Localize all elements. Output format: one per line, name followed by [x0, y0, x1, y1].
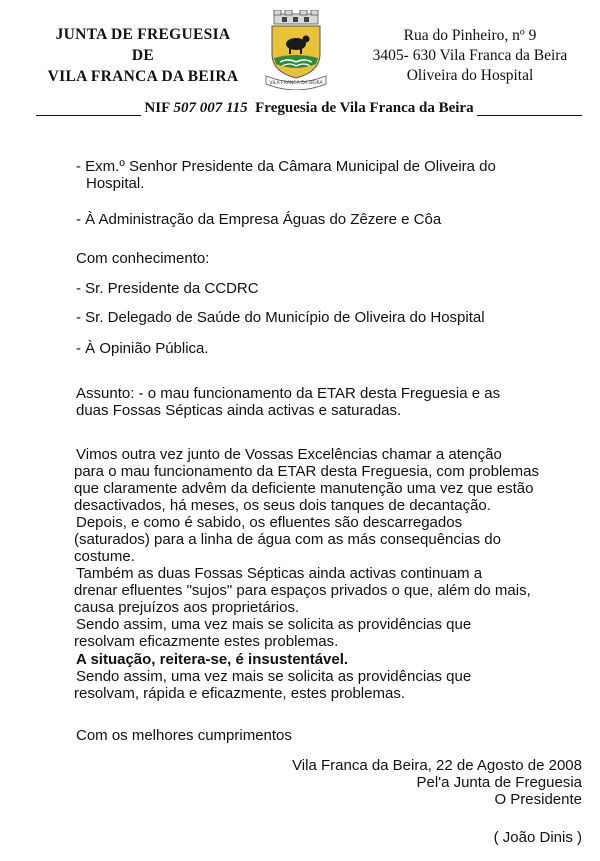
org-name-line1: JUNTA DE FREGUESIA [55, 26, 231, 43]
recipient-1-line2: Hospital. [86, 175, 145, 192]
letterhead-address [350, 26, 590, 86]
p3-line1: Também as duas Fossas Sépticas ainda activas continuam a [76, 565, 483, 582]
cc-item-3: - À Opinião Pública. [76, 340, 209, 357]
signature-org: Pel'a Junta de Freguesia [416, 774, 582, 791]
nif-label: NIF [144, 100, 170, 116]
body-paragraph-6 [76, 668, 584, 702]
p3-line2: drenar efluentes "sujos" para espaços privados o que, além do mais, [74, 582, 531, 599]
letterhead-org-name [40, 24, 246, 87]
body-paragraph-4 [76, 616, 584, 650]
p2-line2: (saturados) para a linha de água com as más consequências do [74, 531, 501, 548]
p6-line2: resolvam, rápida e eficazmente, estes problemas. [74, 685, 405, 702]
p3-line3: causa prejuízos aos proprietários. [74, 599, 300, 616]
coat-of-arms-icon [262, 10, 330, 90]
p1-line1: Vimos outra vez junto de Vossas Excelências chamar a atenção [76, 446, 502, 463]
body-emphasis: A situação, reitera-se, é insustentável. [76, 651, 349, 668]
body-paragraph-3 [76, 565, 584, 616]
nif-parish: Freguesia de Vila Franca da Beira [255, 100, 474, 116]
nif-line [36, 100, 582, 117]
signature-role: O Presidente [494, 791, 582, 808]
recipient-2: - À Administração da Empresa Águas do Zêzere e Côa [76, 211, 442, 228]
underline-right [477, 102, 582, 116]
underline-left [36, 102, 141, 116]
closing-salutation: Com os melhores cumprimentos [76, 727, 292, 744]
subject [76, 385, 586, 419]
p1-line4: desactivados, há meses, os seus dois tanques de decantação. [74, 497, 491, 514]
org-name-line3: VILA FRANCA DA BEIRA [47, 68, 239, 85]
signatory-name: ( João Dinis ) [493, 829, 582, 846]
signature-block [252, 757, 582, 808]
p1-line2: para o mau funcionamento da ETAR desta Freguesia, com problemas [74, 463, 539, 480]
cc-item-1: - Sr. Presidente da CCDRC [76, 280, 259, 297]
p2-line1: Depois, e como é sabido, os efluentes são descarregados [76, 514, 463, 531]
p4-line1: Sendo assim, uma vez mais se solicita as providências que [76, 616, 472, 633]
cc-item-2: - Sr. Delegado de Saúde do Município de Oliveira do Hospital [76, 309, 485, 326]
subject-line2: duas Fossas Sépticas ainda activas e saturadas. [76, 402, 402, 419]
p6-line1: Sendo assim, uma vez mais se solicita as providências que [76, 668, 472, 685]
address-street: Rua do Pinheiro, nº 9 [403, 27, 537, 44]
nif-text [141, 100, 476, 117]
nif-number: 507 007 115 [173, 100, 248, 116]
subject-line1: Assunto: - o mau funcionamento da ETAR desta Freguesia e as [76, 385, 501, 402]
crest-motto: VILA FRANCA DA BEIRA [269, 81, 323, 86]
p2-line3: costume. [74, 548, 135, 565]
address-postcode: 3405- 630 Vila Franca da Beira [372, 47, 568, 64]
place-date: Vila Franca da Beira, 22 de Agosto de 2008 [292, 757, 582, 774]
body-paragraph-1 [76, 446, 584, 514]
recipient-1-line1: - Exm.º Senhor Presidente da Câmara Municipal de Oliveira do [76, 158, 496, 175]
p1-line3: que claramente advêm da deficiente manutenção uma vez que estão [74, 480, 534, 497]
p4-line2: resolvam eficazmente estes problemas. [74, 633, 339, 650]
address-municipality: Oliveira do Hospital [406, 67, 534, 84]
cc-label: Com conhecimento: [76, 250, 210, 267]
body-paragraph-2 [76, 514, 584, 565]
org-name-line2: DE [131, 47, 155, 64]
recipient-1 [76, 158, 586, 192]
